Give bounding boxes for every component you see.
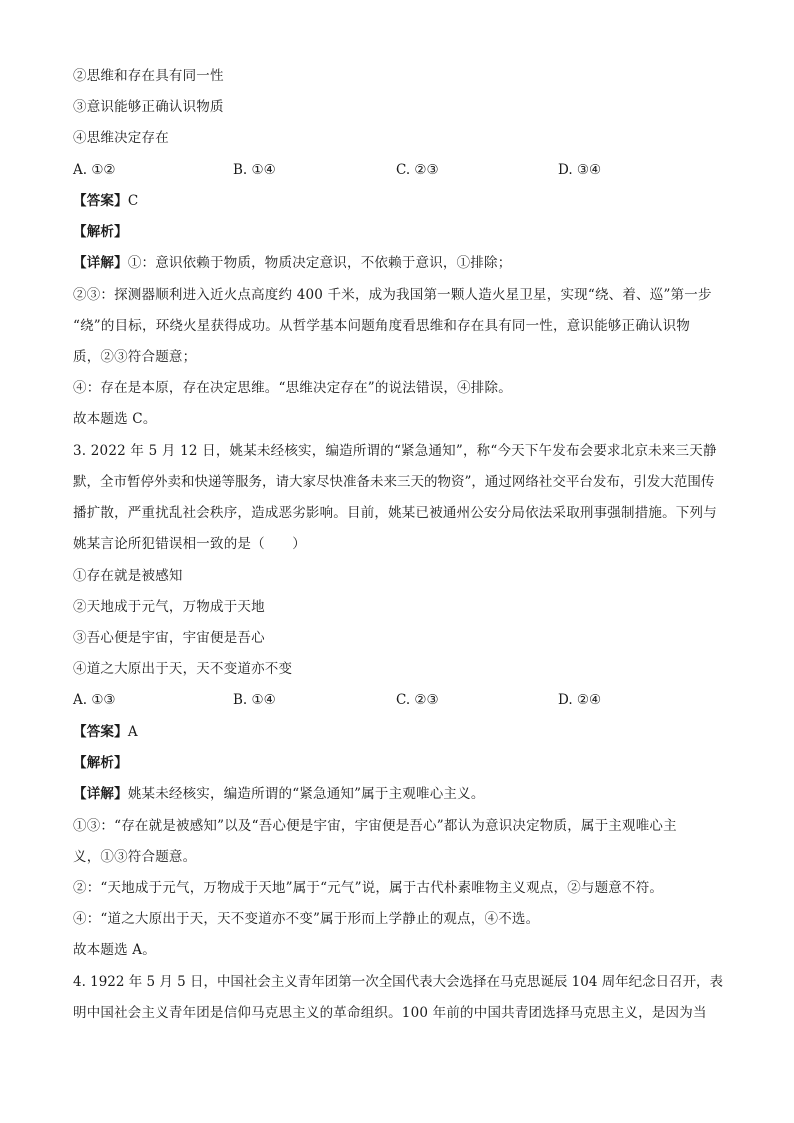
q2-item-4: ④思维决定存在 xyxy=(73,130,169,146)
q2-item-2: ②思维和存在具有同一性 xyxy=(73,68,224,84)
q3-stem-line-2: 默，全市暂停外卖和快递等服务，请大家尽快准备未来三天的物资”，通过网络社交平台发布，引发大范围传 xyxy=(73,474,715,490)
q3-detail-line-3: 义，①③符合题意。 xyxy=(73,849,197,865)
q3-stem-line-4: 姚某言论所犯错误相一致的是（ ） xyxy=(73,536,306,552)
q3-option-a: A. ①③ xyxy=(73,692,116,708)
q4-stem-line-1: 4. 1922 年 5 月 5 日，中国社会主义青年团第一次全国代表大会选择在马克思诞辰 104 周年纪念日召开，表 xyxy=(73,974,724,990)
q2-detail-line-4: 质，②③符合题意； xyxy=(73,349,197,365)
q3-stem-line-1: 3. 2022 年 5 月 12 日，姚某未经核实，编造所谓的“紧急通知”，称“今天下午发布会要求北京未来三天静 xyxy=(73,443,717,459)
q3-detail-line-4: ②：“天地成于元气，万物成于天地”属于“元气”说，属于古代朴素唯物主义观点，②与题意不符。 xyxy=(73,880,664,896)
q3-option-b: B. ①④ xyxy=(233,692,276,708)
q3-analysis-tag: 【解析】 xyxy=(73,755,128,771)
q3-answer xyxy=(73,722,723,742)
q2-detail-line-5: ④：存在是本原，存在决定思维。“思维决定存在”的说法错误，④排除。 xyxy=(73,380,512,396)
answer-value: A xyxy=(127,724,138,740)
answer-tag: 【答案】 xyxy=(73,193,128,209)
q3-item-4: ④道之大原出于天，天不变道亦不变 xyxy=(73,661,293,677)
answer-value: C xyxy=(127,193,139,209)
q2-option-b: B. ①④ xyxy=(233,162,276,178)
q3-item-1: ①存在就是被感知 xyxy=(73,568,183,584)
detail-tag: 【详解】 xyxy=(73,255,128,271)
q2-option-a: A. ①② xyxy=(73,162,116,178)
q3-item-2: ②天地成于元气，万物成于天地 xyxy=(73,599,265,615)
q2-conclusion: 故本题选 C。 xyxy=(73,411,157,427)
q2-answer xyxy=(73,191,723,211)
q2-detail-line-2: ②③：探测器顺利进入近火点高度约 400 千米，成为我国第一颗人造火星卫星，实现“绕、着、巡”第一步 xyxy=(73,287,712,303)
q2-option-c: C. ②③ xyxy=(396,162,439,178)
detail-tag: 【详解】 xyxy=(73,786,128,802)
q2-detail-line-3: “绕”的目标，环绕火星获得成功。从哲学基本问题角度看思维和存在具有同一性，意识能够正确认识物 xyxy=(73,318,691,334)
q4-stem-line-2: 明中国社会主义青年团是信仰马克思主义的革命组织。100 年前的中国共青团选择马克思主义，是因为当 xyxy=(73,1005,707,1021)
q3-option-c: C. ②③ xyxy=(396,692,439,708)
answer-tag: 【答案】 xyxy=(73,724,128,740)
q3-detail-line-2: ①③：“存在就是被感知”以及“吾心便是宇宙，宇宙便是吾心”都认为意识决定物质，属于主观唯心主 xyxy=(73,818,677,834)
q2-option-d: D. ③④ xyxy=(558,162,602,178)
q3-option-d: D. ②④ xyxy=(558,692,602,708)
q2-item-3: ③意识能够正确认识物质 xyxy=(73,99,224,115)
q3-detail-line-1: 【详解】姚某未经核实，编造所谓的“紧急通知”属于主观唯心主义。 xyxy=(73,786,485,802)
q3-detail-line-5: ④：“道之大原出于天，天不变道亦不变”属于形而上学静止的观点，④不选。 xyxy=(73,911,540,927)
q3-item-3: ③吾心便是宇宙，宇宙便是吾心 xyxy=(73,630,265,646)
q3-stem-line-3: 播扩散，严重扰乱社会秩序，造成恶劣影响。目前，姚某已被通州公安分局依法采取刑事强制措施。下列与 xyxy=(73,505,717,521)
q2-detail-line-1: 【详解】①：意识依赖于物质，物质决定意识，不依赖于意识，①排除； xyxy=(73,255,512,271)
q2-analysis-tag: 【解析】 xyxy=(73,224,128,240)
q3-conclusion: 故本题选 A。 xyxy=(73,942,156,958)
